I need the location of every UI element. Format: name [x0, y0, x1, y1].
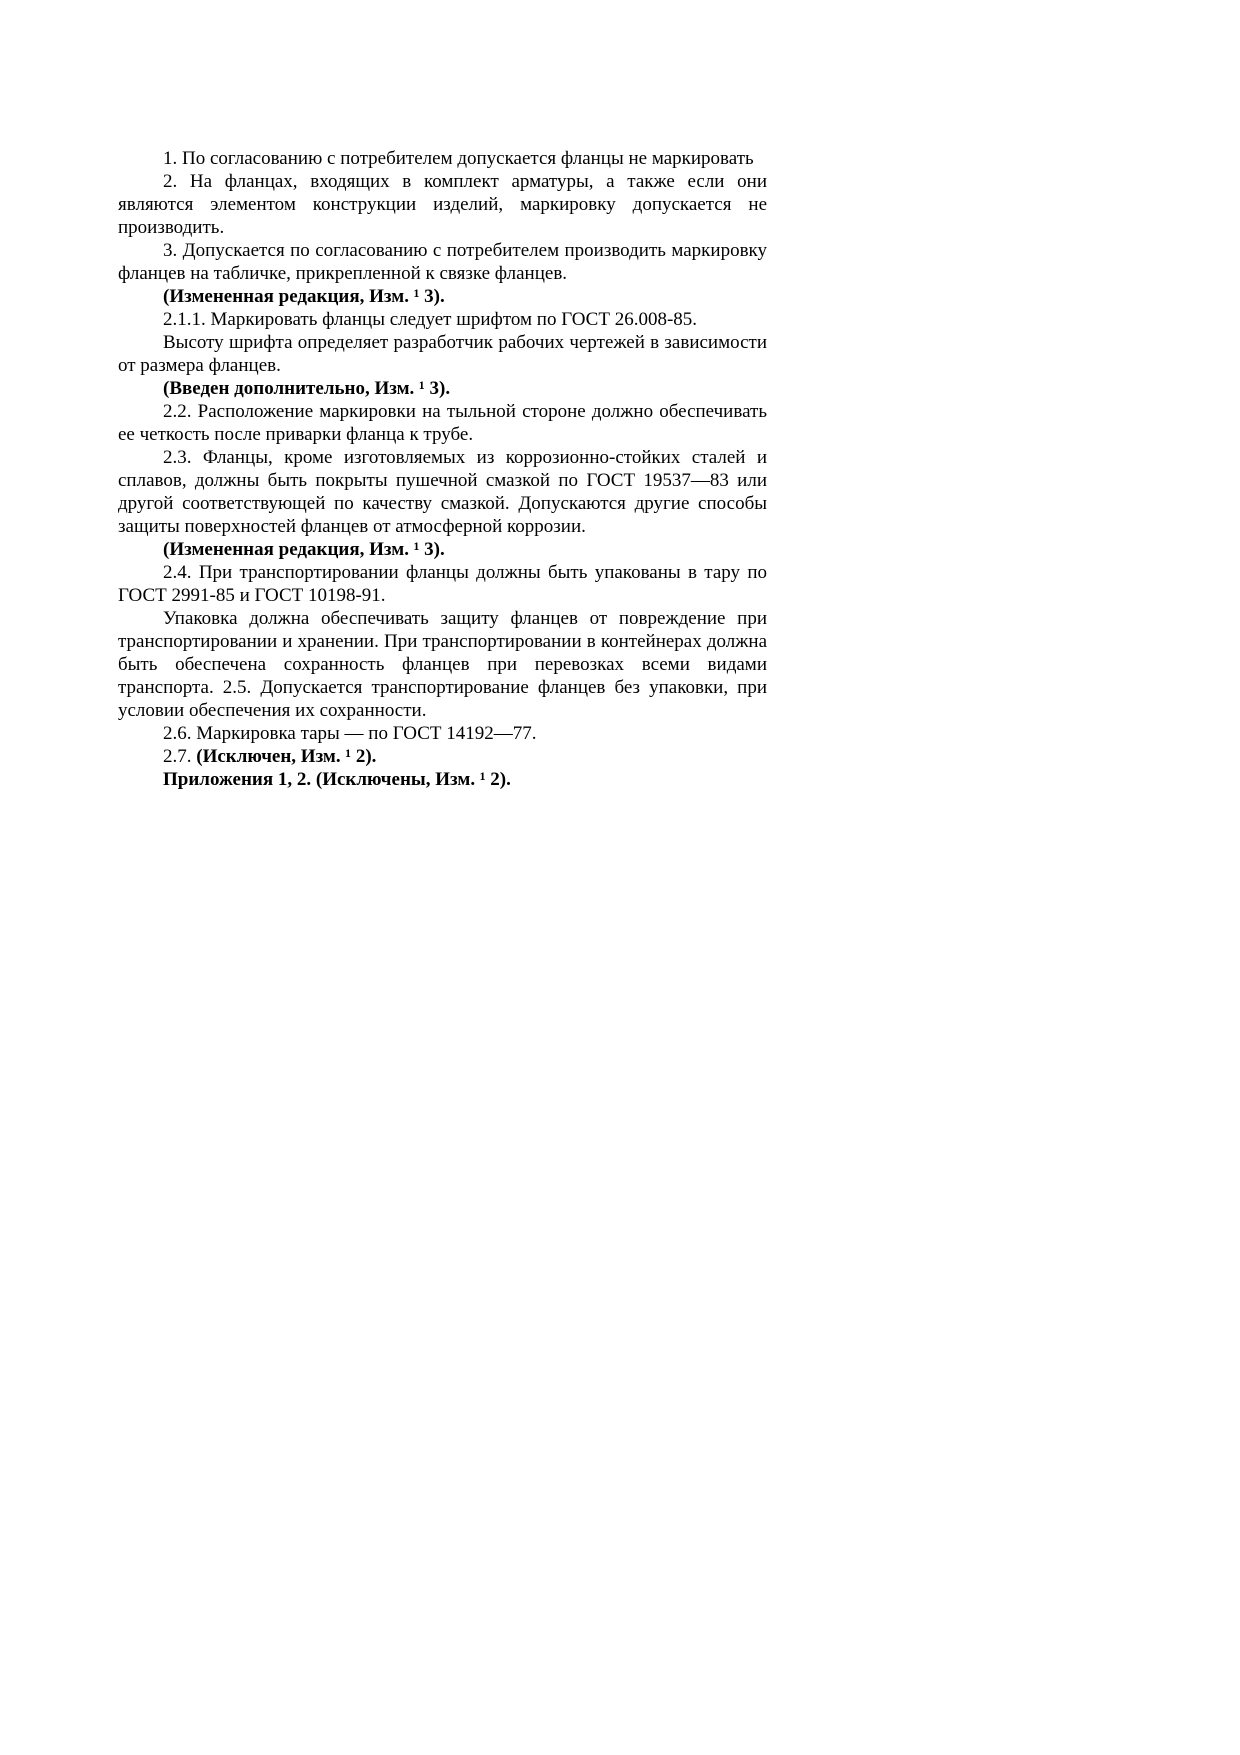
- amendment-note: [118, 538, 767, 561]
- amendment-note-text: Приложения 1, 2. (Исключены, Изм. ¹ 2).: [163, 769, 511, 790]
- amendment-note: [118, 377, 767, 400]
- paragraph-text: 1. По согласованию с потребителем допускается фланцы не маркировать: [163, 148, 754, 169]
- paragraph-text: 3. Допускается по согласованию с потребителем производить маркировку фланцев на табличке, прикрепленной к связке фланцев.: [118, 240, 767, 284]
- document-body: [118, 147, 767, 791]
- paragraph-text: 2.7.: [163, 746, 197, 767]
- paragraph: [118, 331, 767, 377]
- paragraph: [118, 607, 767, 722]
- amendment-note: [118, 768, 767, 791]
- paragraph-text: 2.6. Маркировка тары — по ГОСТ 14192—77.: [163, 723, 537, 744]
- amendment-note-text: (Измененная редакция, Изм. ¹ 3).: [163, 539, 445, 560]
- paragraph-text: Высоту шрифта определяет разработчик рабочих чертежей в зависимости от размера фланцев.: [118, 332, 767, 376]
- paragraph: [118, 239, 767, 285]
- paragraph: [118, 745, 767, 768]
- amendment-note: [118, 285, 767, 308]
- paragraph-text: 2.4. При транспортировании фланцы должны быть упакованы в тару по ГОСТ 2991-85 и ГОСТ 10198-91.: [118, 562, 767, 606]
- amendment-note-text: (Исключен, Изм. ¹ 2).: [196, 746, 377, 767]
- paragraph: [118, 308, 767, 331]
- paragraph-text: 2.3. Фланцы, кроме изготовляемых из коррозионно-стойких сталей и сплавов, должны быть покрыты пушечной смазкой по ГОСТ 19537—83 или другой соответствующей по качеству смазкой. Допускаются другие способы защиты поверхностей фланцев от атмосферной коррозии.: [118, 447, 767, 537]
- amendment-note-text: (Введен дополнительно, Изм. ¹ 3).: [163, 378, 451, 399]
- paragraph: [118, 400, 767, 446]
- paragraph: [118, 561, 767, 607]
- paragraph-text: Упаковка должна обеспечивать защиту фланцев от повреждение при транспортировании и хранении. При транспортировании в контейнерах должна быть обеспечена сохранность фланцев при перевозках всеми видами транспорта. 2.5. Допускается транспортирование фланцев без упаковки, при условии обеспечения их сохранности.: [118, 608, 767, 721]
- paragraph: [118, 147, 767, 170]
- paragraph-text: 2.2. Расположение маркировки на тыльной стороне должно обеспечивать ее четкость после приварки фланца к трубе.: [118, 401, 767, 445]
- paragraph-text: 2.1.1. Маркировать фланцы следует шрифтом по ГОСТ 26.008-85.: [163, 309, 698, 330]
- paragraph: [118, 170, 767, 239]
- amendment-note-text: (Измененная редакция, Изм. ¹ 3).: [163, 286, 445, 307]
- paragraph-text: 2. На фланцах, входящих в комплект арматуры, а также если они являются элементом конструкции изделий, маркировку допускается не производить.: [118, 171, 767, 238]
- paragraph: [118, 446, 767, 538]
- paragraph: [118, 722, 767, 745]
